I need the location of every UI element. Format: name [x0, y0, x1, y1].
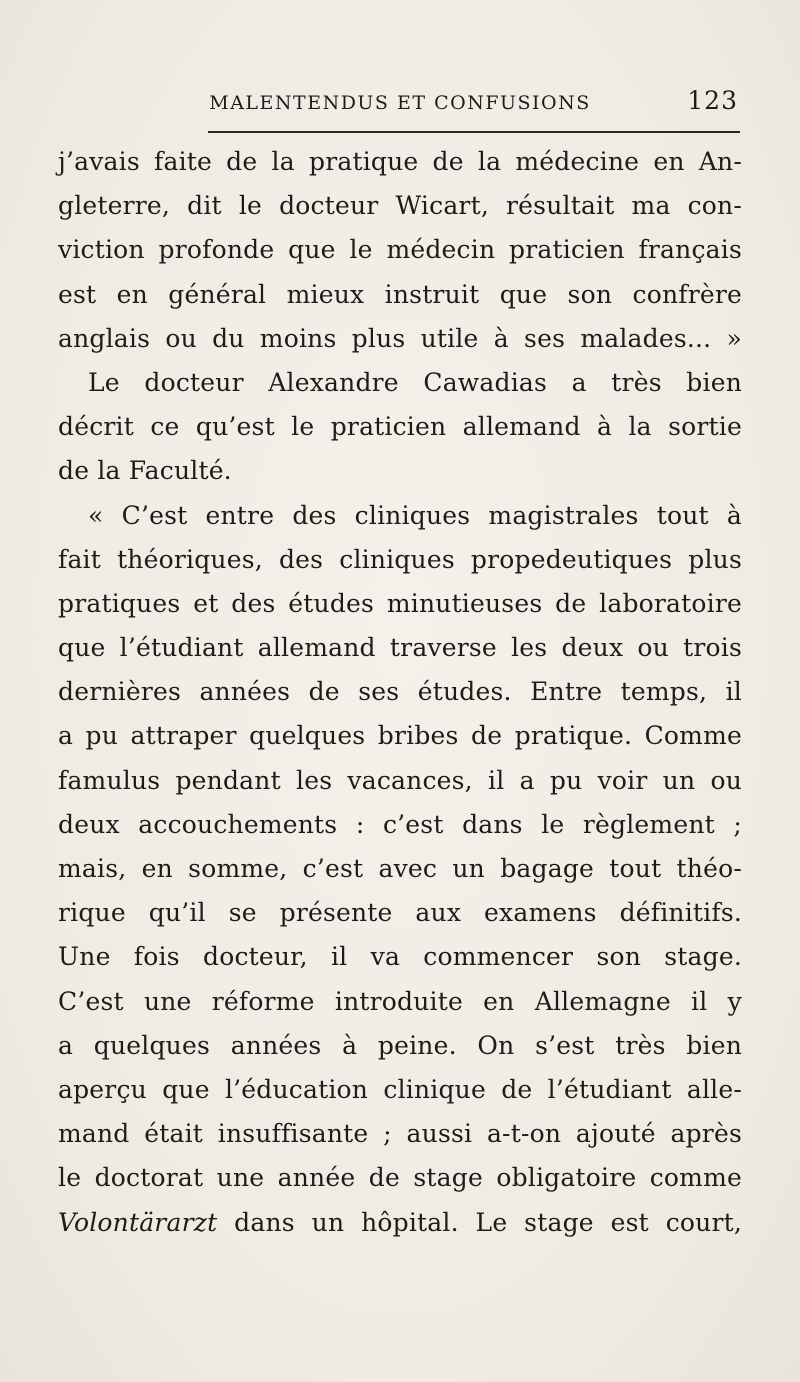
header-rule	[208, 131, 740, 133]
text-line: j’avais faite de la pratique de la médecine en An-	[58, 147, 742, 176]
text-line: C’est une réforme introduite en Allemagne il y	[58, 986, 742, 1016]
text-line: deux accouchements : c’est dans le règlement ;	[58, 809, 742, 839]
text-line: de la Faculté.	[58, 456, 232, 486]
text-line: dernières années de ses études. Entre temps, il	[58, 677, 742, 707]
italic-term: Volontärarzt	[58, 1207, 218, 1237]
text-line: que l’étudiant allemand traverse les deux ou trois	[58, 633, 742, 663]
text-line-final	[58, 1201, 742, 1245]
text-line: Une fois docteur, il va commencer son stage.	[58, 942, 742, 972]
text-line: anglais ou du moins plus utile à ses malades... »	[58, 323, 742, 353]
running-title: MALENTENDUS ET CONFUSIONS	[209, 92, 591, 114]
text-line: « C’est entre des cliniques magistrales tout à	[88, 500, 742, 530]
text-line: famulus pendant les vacances, il a pu voir un ou	[58, 765, 742, 795]
text-line: a pu attraper quelques bribes de pratique. Comme	[58, 721, 742, 751]
text-line: Le docteur Alexandre Cawadias a très bien	[88, 367, 742, 397]
text-line: le doctorat une année de stage obligatoire comme	[58, 1163, 742, 1193]
text-line-rest: dans un hôpital. Le stage est court,	[217, 1207, 742, 1237]
text-line: aperçu que l’éducation clinique de l’étudiant alle-	[58, 1074, 742, 1104]
body-text	[58, 140, 742, 1245]
text-line: mand était insuffisante ; aussi a-t-on ajouté après	[58, 1119, 742, 1149]
text-line: a quelques années à peine. On s’est très bien	[58, 1030, 742, 1060]
text-line: décrit ce qu’est le praticien allemand à la sortie	[58, 412, 742, 442]
text-line: gleterre, dit le docteur Wicart, résultait ma con-	[58, 191, 742, 221]
text-line: viction profonde que le médecin praticien français	[58, 235, 742, 265]
text-line: est en général mieux instruit que son confrère	[58, 279, 742, 309]
text-line: mais, en somme, c’est avec un bagage tout théo-	[58, 854, 742, 883]
page-number: 123	[687, 86, 738, 115]
page-header	[60, 86, 740, 122]
text-line: fait théoriques, des cliniques propedeutiques plus	[58, 544, 742, 574]
text-line: pratiques et des études minutieuses de laboratoire	[58, 588, 742, 618]
text-line: rique qu’il se présente aux examens définitifs.	[58, 898, 742, 928]
